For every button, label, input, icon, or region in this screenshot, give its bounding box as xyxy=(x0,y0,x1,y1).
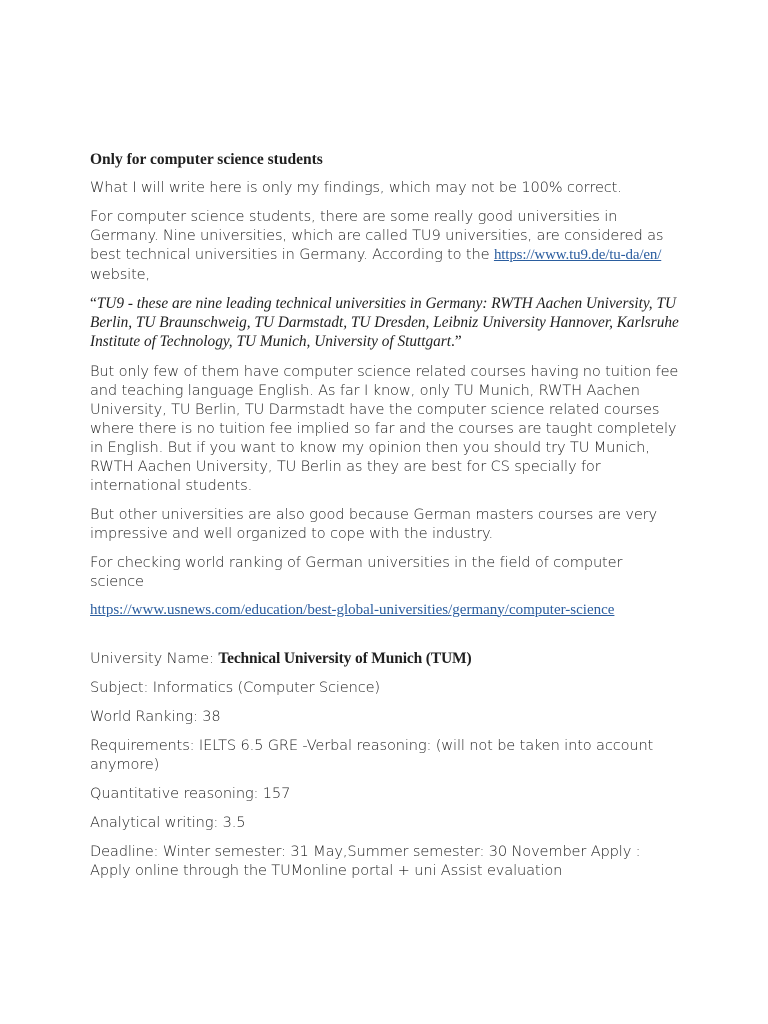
usnews-ranking-link[interactable]: https://www.usnews.com/education/best-global-universities/germany/computer-science xyxy=(90,601,615,618)
quote-text: TU9 - these are nine leading technical universities in Germany: RWTH Aachen University, TU Berlin, TU Braunschweig, TU Darmstadt, TU Dresden, Leibniz University Hannover, Karlsruhe Institute of Technology, TU Munich, University of Stuttgart xyxy=(90,295,679,351)
tuition-paragraph: But only few of them have computer science related courses having no tuition fee and teaching language English. As far I know, only TU Munich, RWTH Aachen University, TU Berlin, TU Darmstadt have the computer science related courses where there is no tuition fee implied so far and the courses are taught completely in English. But if you want to know my opinion then you should try TU Munich, RWTH Aachen University, TU Berlin as they are best for CS specially for international students. xyxy=(90,362,679,494)
document-page xyxy=(90,150,680,890)
ranking-link-line xyxy=(90,601,680,619)
university-name-value: Technical University of Munich (TUM) xyxy=(218,649,472,667)
tu9-paragraph-tail: website, xyxy=(90,266,150,283)
university-quantitative: Quantitative reasoning: 157 xyxy=(90,784,291,802)
quote-close-mark: .” xyxy=(451,333,462,351)
university-subject: Subject: Informatics (Computer Science) xyxy=(90,678,380,696)
university-deadline: Deadline: Winter semester: 31 May,Summer semester: 30 November Apply : Apply online through the TUMonline portal + uni Assist evaluation xyxy=(90,842,641,879)
tu9-paragraph xyxy=(90,207,680,284)
tu9-website-link[interactable]: https://www.tu9.de/tu-da/en/ xyxy=(493,247,662,263)
quote-open-mark: “ xyxy=(90,295,97,312)
university-requirements: Requirements: IELTS 6.5 GRE -Verbal reasoning: (will not be taken into account anymore) xyxy=(90,736,654,773)
university-name xyxy=(90,649,680,668)
document-heading: Only for computer science students xyxy=(90,151,323,168)
university-analytical: Analytical writing: 3.5 xyxy=(90,813,246,831)
university-name-label: University Name: xyxy=(90,649,219,667)
tu9-quote xyxy=(90,294,680,352)
other-universities-paragraph: But other universities are also good because German masters courses are very impressive and well organized to cope with the industry. xyxy=(90,505,658,542)
ranking-paragraph: For checking world ranking of German universities in the field of computer science xyxy=(90,553,623,590)
intro-paragraph: What I will write here is only my findings, which may not be 100% correct. xyxy=(90,179,622,196)
university-info xyxy=(90,649,680,880)
university-world-ranking: World Ranking: 38 xyxy=(90,707,221,725)
tu9-paragraph-text: For computer science students, there are some really good universities in Germany. Nine universities, which are called TU9 universities, are considered as best technical universities in Germany. According to the xyxy=(90,208,664,263)
